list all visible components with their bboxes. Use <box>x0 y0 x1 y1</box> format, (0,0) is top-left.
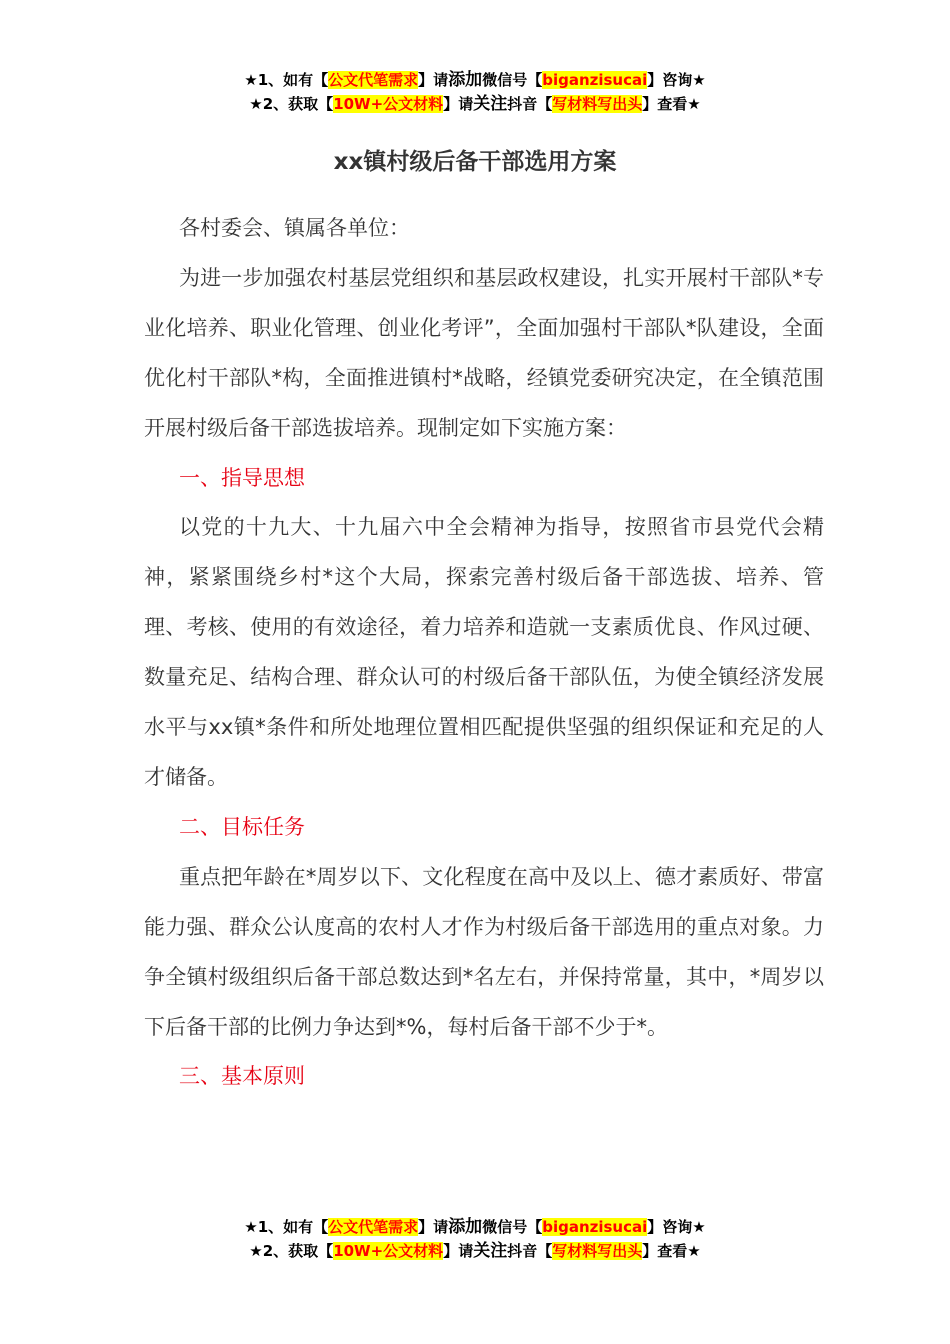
banner-highlight-douyin: 写材料写出头 <box>552 1242 643 1260</box>
intro-paragraph: 为进一步加强农村基层党组织和基层政权建设，扎实开展村干部队*专业化培养、职业化管理、创业化考评”，全面加强村干部队*队建设，全面优化村干部队*构，全面推进镇村*战略，经镇党委研究决定，在全镇范围开展村级后备干部选拔培养。现制定如下实施方案： <box>144 265 824 440</box>
salutation: 各村委会、镇属各单位： <box>179 216 410 240</box>
banner-line-2: ★2、获取【10W+公文材料】请关注抖音【写材料写出头】查看★ <box>249 1241 701 1261</box>
banner-highlight: 10W+公文材料 <box>333 1242 444 1260</box>
banner-highlight: 公文代笔需求 <box>328 71 419 89</box>
section-paragraph-1: 以党的十九大、十九届六中全会精神为指导，按照省市县党代会精神，紧紧围绕乡村*这个大局，探索完善村级后备干部选拔、培养、管理、考核、使用的有效途径，着力培养和造就一支素质优良、作风过硬、数量充足、结构合理、群众认可的村级后备干部队伍，为使全镇经济发展水平与xx镇*条件和所处地理位置相匹配提供坚强的组织保证和充足的人才储备。 <box>144 515 824 789</box>
document-title: xx镇村级后备干部选用方案 <box>333 149 617 175</box>
section-paragraph-2: 重点把年龄在*周岁以下、文化程度在高中及以上、德才素质好、带富能力强、群众公认度高的农村人才作为村级后备干部选用的重点对象。力争全镇村级组织后备干部总数达到*名左右，并保持常量，其中，*周岁以下后备干部的比例力争达到*%，每村后备干部不少于*。 <box>144 864 824 1039</box>
section-heading-1: 一、指导思想 <box>179 465 305 490</box>
section-heading-2: 二、目标任务 <box>179 814 305 839</box>
banner-highlight: 公文代笔需求 <box>328 1218 419 1236</box>
header-banner <box>0 68 950 116</box>
banner-line-1: ★1、如有【公文代笔需求】请添加微信号【biganzisucai】咨询★ <box>244 70 706 90</box>
document-body <box>144 204 824 1102</box>
banner-highlight-douyin: 写材料写出头 <box>552 95 643 113</box>
banner-highlight: 10W+公文材料 <box>333 95 444 113</box>
footer-banner <box>0 1215 950 1263</box>
banner-highlight-wechat: biganzisucai <box>542 1218 648 1236</box>
section-heading-3: 三、基本原则 <box>179 1064 305 1089</box>
banner-line-2: ★2、获取【10W+公文材料】请关注抖音【写材料写出头】查看★ <box>249 94 701 114</box>
banner-highlight-wechat: biganzisucai <box>542 71 648 89</box>
banner-line-1: ★1、如有【公文代笔需求】请添加微信号【biganzisucai】咨询★ <box>244 1217 706 1237</box>
